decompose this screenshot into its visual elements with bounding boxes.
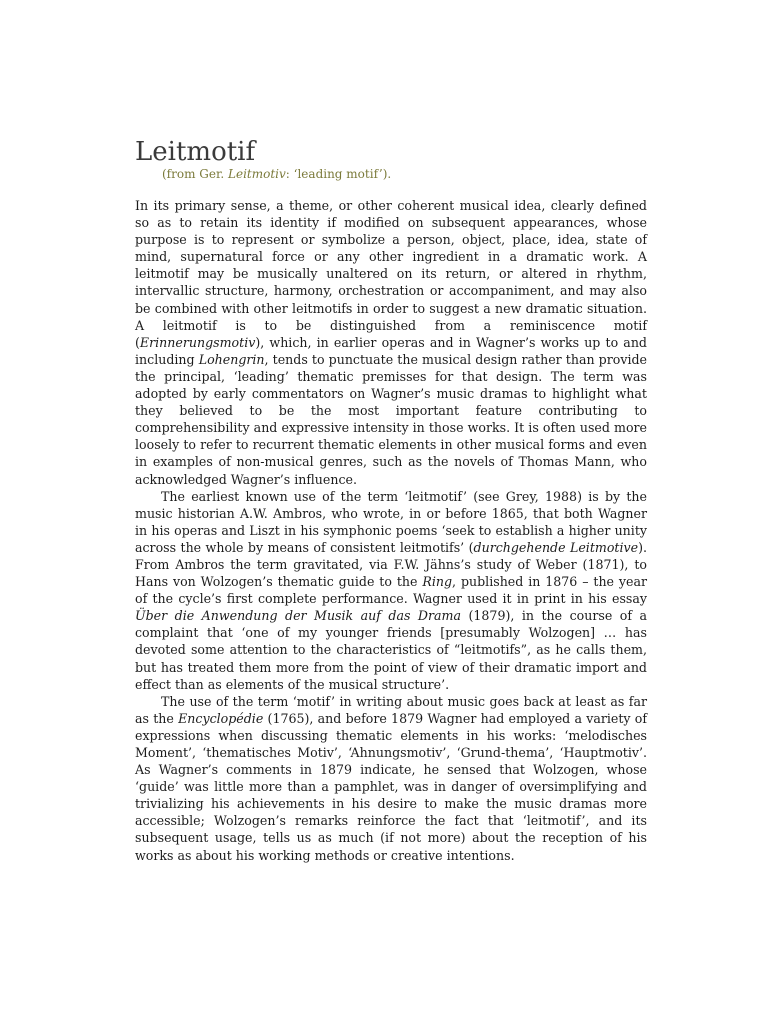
paragraph-text: The earliest known use of the term ‘leitmotif’ (see Grey, 1988) is by the music historian A.W. Ambros, who wrote, in or before 1865, that both Wagner in his operas and Liszt in his symphonic poems ‘seek to establish a higher unity across the whole by means of consistent leitmotifs’ ( <box>135 488 647 555</box>
paragraph-text: In its primary sense, a theme, or other coherent musical idea, clearly defined so as to retain its identity if modified on subsequent appearances, whose purpose is to represent or symbolize a person, object, place, idea, state of mind, supernatural force or any other ingredient in a dramatic work. A leitmotif may be musically unaltered on its return, or altered in rhythm, intervallic structure, harmony, orchestration or accompaniment, and may also be combined with other leitmotifs in order to suggest a new dramatic situation. A leitmotif is to be distinguished from a reminiscence motif ( <box>135 198 647 350</box>
italic-text: Lohengrin <box>198 351 265 367</box>
italic-text: Ring <box>422 574 453 590</box>
paragraph-text: ). From Ambros the term gravitated, via F.W. Jähns’s study of Weber (1871), to Hans von Wolzogen’s thematic guide to the <box>135 539 647 590</box>
paragraph-text: The use of the term ‘motif’ in writing about music goes back at least as far as the <box>135 693 647 726</box>
body-paragraph <box>135 693 647 864</box>
body-paragraph <box>135 488 647 693</box>
italic-text: durchgehende Leitmotive <box>473 539 639 555</box>
etymology-term: Leitmotiv <box>228 167 286 181</box>
paragraph-text: , tends to punctuate the musical design rather than provide the principal, ‘leading’ thematic premisses for that design. The term was adopted by early commentators on Wagner’s music dramas to highlight what they believed to be the most important feature contributing to comprehensibility and expressive intensity in those works. It is often used more loosely to refer to recurrent thematic elements in other musical forms and even in examples of non-musical genres, such as the novels of Thomas Mann, who acknowledged Wagner’s influence. <box>135 351 647 487</box>
article-body <box>135 197 647 864</box>
paragraph-text: ), which, in earlier operas and in Wagner’s works up to and including <box>135 334 647 367</box>
etymology-line <box>162 166 391 182</box>
italic-text: Encyclopédie <box>178 710 264 726</box>
paragraph-text: (1765), and before 1879 Wagner had employed a variety of expressions when discussing thematic elements in his works: ‘melodisches Moment’, ‘thematisches Motiv’, ‘Ahnungsmotiv’, ‘Grund-thema’, ‘Hauptmotiv’. As Wagner’s comments in 1879 indicate, he sensed that Wolzogen, whose ‘guide’ was little more than a pamphlet, was in danger of oversimplifying and trivializing his achievements in his desire to make the music dramas more accessible; Wolzogen’s remarks reinforce the fact that ‘leitmotif’, and its subsequent usage, tells us as much (if not more) about the reception of his works as about his working methods or creative intentions. <box>135 710 647 863</box>
paragraph-text: , published in 1876 – the year of the cycle’s first complete performance. Wagner used it in print in his essay <box>135 574 648 607</box>
article-title: Leitmotif <box>135 137 256 167</box>
etymology-suffix: : ‘leading motif’). <box>285 167 392 181</box>
body-paragraph <box>135 197 647 488</box>
paragraph-text: (1879), in the course of a complaint that ‘one of my younger friends [presumably Wolzogen] … has devoted some attention to the characteristics of “leitmotifs”, as he calls them, but has treated them more from the point of view of their dramatic import and effect than as elements of the musical structure’. <box>135 608 647 692</box>
etymology-prefix: (from Ger. <box>162 167 229 181</box>
italic-text: Erinnerungsmotiv <box>139 334 256 350</box>
italic-text: Über die Anwendung der Musik auf das Drama <box>135 608 462 624</box>
